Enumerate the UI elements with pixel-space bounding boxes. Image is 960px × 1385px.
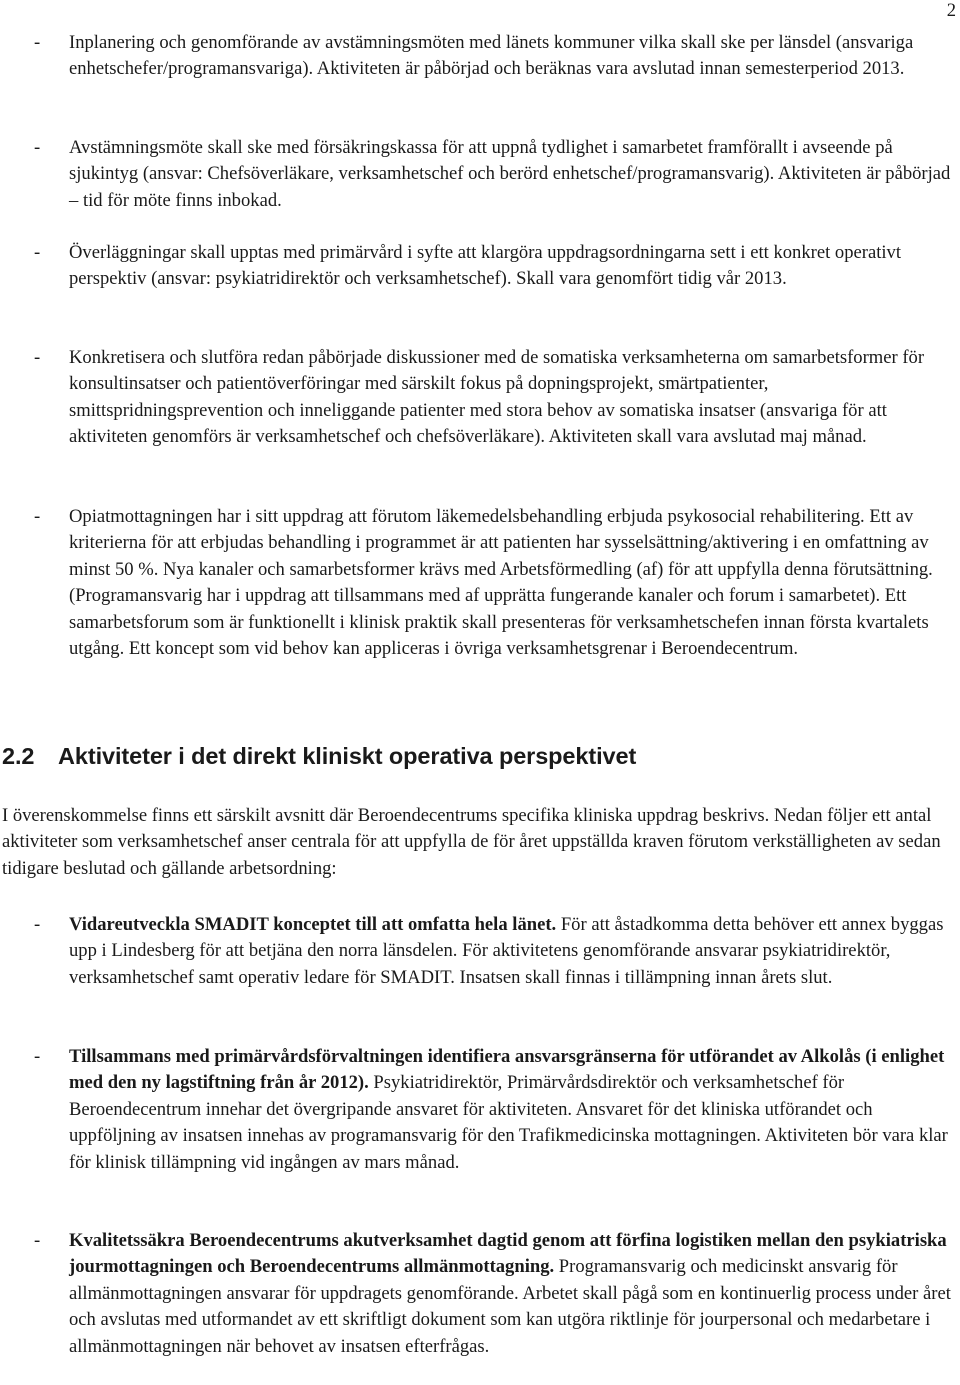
- list-item: [0, 345, 960, 451]
- list-item-text: Opiatmottagningen har i sitt uppdrag att förutom läkemedelsbehandling erbjuda psykosocial rehabilitering. Ett av kriterierna för att erbjudas behandling i programmet är att patienten har sysselsättning/aktivering i en omfattning av minst 50 %. Nya kanaler och samarbetsformer krävs med Arbetsförmedling (af) för att uppfylla denna förutsättning. (Programansvarig har i uppdrag att tillsammans med af upprätta fungerande kanaler och forum i samarbetet). Ett samarbetsforum som är funktionellt i klinisk praktik skall presenteras för verksamhetschefen innan första kvartalets utgång. Ett koncept som vid behov kan appliceras i övriga verksamhetsgrenar i Beroendecentrum.: [69, 506, 933, 660]
- list-item-text: Konkretisera och slutföra redan påbörjade diskussioner med de somatiska verksamheterna om samarbetsformer för konsultinsatser och patientöverföringar med särskilt fokus på dopningsprojekt, smärtpatienter, smittspridningsprevention och inneliggande patienter med stora behov av somatiska insatser (ansvariga för att aktiviteten genomförs är verksamhetschef och chefsöverläkare). Aktiviteten skall vara avslutad maj månad.: [69, 347, 925, 448]
- list-item-bold-lead: Tillsammans med primärvårdsförvaltningen identifiera ansvarsgränserna för utförandet av Alkolås (i enlighet med den ny lagstiftning från år 2012).: [69, 1046, 945, 1094]
- list-bullet: -: [34, 506, 41, 527]
- list-bullet: -: [34, 1046, 41, 1067]
- list-item: [0, 135, 960, 214]
- list-bullet: -: [34, 242, 41, 263]
- list-bullet: -: [34, 1230, 41, 1251]
- list-item-bold-lead: Vidareutveckla SMADIT konceptet till att omfatta hela länet.: [69, 914, 557, 935]
- list-item: [0, 912, 960, 991]
- list-item-text: Överläggningar skall upptas med primärvård i syfte att klargöra uppdragsordningarna sett i ett konkret operativt perspektiv (ansvar: psykiatridirektör och verksamhetschef). Skall vara genomfört tidig vår 2013.: [69, 242, 901, 290]
- section-heading: [2, 740, 636, 772]
- list-item-body: Programansvarig och medicinskt ansvarig för allmänmottagningen ansvarar för uppdragets genomförande. Arbetet skall pågå som en kontinuerlig process under året och avslutas med utformandet av ett skriftligt dokument som kan utgöra riktlinje för jourpersonal och medarbetare i allmänmottagningen när behovet av insatsen efterfrågas.: [69, 1256, 951, 1357]
- list-item: [0, 240, 960, 293]
- list-item-text: [69, 1228, 958, 1360]
- list-bullet: -: [34, 914, 41, 935]
- section-intro: I överenskommelse finns ett särskilt avsnitt där Beroendecentrums specifika kliniska uppdrag beskrivs. Nedan följer ett antal aktiviteter som verksamhetschef anser centrala för att uppfylla de för året uppställda kraven förutom verkställigheten av sedan tidigare beslutad och gällande arbetsordning:: [2, 805, 941, 879]
- list-item-bold-lead: Kvalitetssäkra Beroendecentrums akutverksamhet dagtid genom att förfina logistiken mellan den psykiatriska jourmottagningen och Beroendecentrums allmänmottagning.: [69, 1230, 947, 1278]
- list-item-text: [69, 1044, 958, 1176]
- list-item-text: Avstämningsmöte skall ske med försäkringskassa för att uppnå tydlighet i samarbetet framförallt i avseende på sjukintyg (ansvar: Chefsöverläkare, verksamhetschef och berörd enhetschef/programansvarig). Aktiviteten är påbörjad – tid för möte finns inbokad.: [69, 137, 951, 211]
- list-item: [0, 1228, 960, 1360]
- list-item-body: För att åstadkomma detta behöver ett annex byggas upp i Lindesberg för att betjäna den norra länsdelen. För aktivitetens genomförande ansvarar psykiatridirektör, verksamhetschef samt operativ ledare för SMADIT. Insatsen skall finnas i tillämpning innan årets slut.: [69, 914, 944, 988]
- list-item-body: Psykiatridirektör, Primärvårdsdirektör och verksamhetschef för Beroendecentrum innehar det övergripande ansvaret för aktiviteten. Ansvaret för det kliniska utförandet och uppföljning av insatsen innehas av programansvarig för den Trafikmedicinska mottagningen. Aktiviteten bör vara klar för klinisk tillämpning vid ingången av mars månad.: [69, 1072, 948, 1173]
- list-bullet: -: [34, 137, 41, 158]
- page-number: 2: [946, 0, 956, 21]
- list-bullet: -: [34, 347, 41, 368]
- section-title: Aktiviteter i det direkt kliniskt operativa perspektivet: [58, 743, 637, 769]
- list-item: [0, 30, 960, 83]
- list-bullet: -: [34, 32, 41, 53]
- list-item: [0, 1044, 960, 1176]
- list-item: [0, 504, 960, 662]
- list-item-text: Inplanering och genomförande av avstämningsmöten med länets kommuner vilka skall ske per länsdel (ansvariga enhetschefer/programansvariga). Aktiviteten är påbörjad och beräknas vara avslutad innan semesterperiod 2013.: [69, 32, 914, 80]
- section-number: 2.2: [2, 743, 35, 769]
- list-item-text: [69, 912, 958, 991]
